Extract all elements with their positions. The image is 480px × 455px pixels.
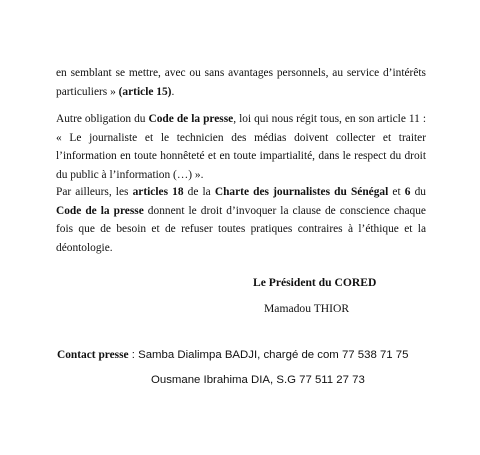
paragraph-text: et — [388, 186, 405, 198]
paragraph-article-15 — [56, 64, 426, 101]
paragraph-text: , loi qui nous régit tous, en son article 11 : « Le journaliste et le technicien des médias doivent collecter et traiter l’information en toute honnêteté et en toute impartialité, dans le respect du droit du public à l’information (…) ». — [56, 113, 427, 181]
paragraph-text: Par ailleurs, les — [56, 186, 133, 198]
code-reference: Code de la presse — [56, 204, 144, 217]
signature-title: Le Président du CORED — [253, 276, 377, 289]
article-reference: (article 15) — [118, 85, 172, 98]
paragraph-text: de la — [183, 186, 215, 198]
code-reference: Code de la presse — [148, 113, 234, 125]
paragraph-text: donnent le droit d’invoquer la clause de conscience chaque fois que de besoin et de refuser toutes pratiques contraires à l’éthique et la déontologie. — [56, 204, 426, 254]
paragraph-charter — [56, 183, 426, 257]
paragraph-text: en semblant se mettre, avec ou sans avantages personnels, au service d’intérêts particuliers » — [56, 67, 426, 98]
paragraph-text: du — [410, 186, 426, 198]
press-contact-line — [57, 349, 408, 361]
charter-reference: Charte des journalistes du Sénégal — [214, 186, 389, 198]
paragraph-text: . — [171, 85, 175, 98]
press-contact-line-2: Ousmane Ibrahima DIA, S.G 77 511 27 73 — [151, 374, 365, 386]
contact-detail: : Samba Dialimpa BADJI, chargé de com 77 538 71 75 — [128, 349, 409, 361]
paragraph-article-11 — [56, 110, 426, 184]
contact-label: Contact presse — [57, 349, 129, 361]
article-reference: articles 18 — [132, 186, 184, 198]
paragraph-text: Autre obligation du — [56, 113, 149, 125]
article-reference: 6 — [404, 186, 411, 198]
signature-name: Mamadou THIOR — [264, 302, 350, 315]
